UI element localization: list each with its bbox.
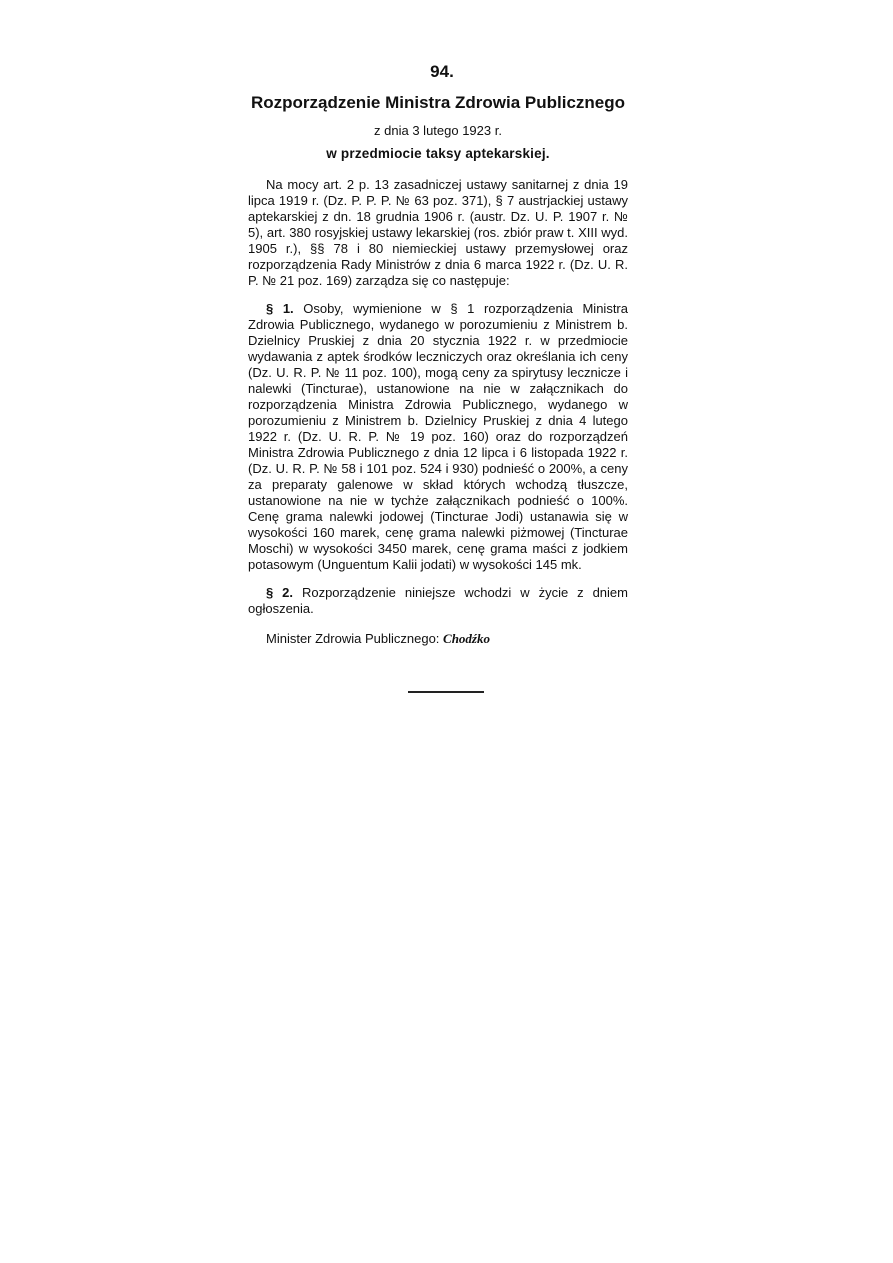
section-2-paragraph [248, 585, 628, 617]
document-page [248, 62, 628, 693]
section-1-paragraph [248, 301, 628, 573]
document-title: Rozporządzenie Ministra Zdrowia Publicznego [250, 93, 626, 112]
section-2-mark: § 2. [266, 585, 294, 600]
document-subject: w przedmiocie taksy aptekarskiej. [326, 146, 550, 161]
signature-label: Minister Zdrowia Publicznego: [266, 631, 440, 646]
signature-line [248, 631, 628, 647]
preamble-paragraph: Na mocy art. 2 p. 13 zasadniczej ustawy sanitarnej z dnia 19 lipca 1919 r. (Dz. P. P. P. № 63 poz. 371), § 7 austrjackiej ustawy aptekarskiej z dn. 18 grudnia 1906 r. (austr. Dz. U. P. 1907 r. № 5), art. 380 rosyjskiej ustawy lekarskiej (ros. zbiór praw t. XIII wyd. 1905 r.), §§ 78 i 80 niemieckiej ustawy przemysłowej oraz rozporządzenia Rady Ministrów z dnia 6 marca 1922 r. (Dz. U. R. P. № 21 poz. 169) zarządza się co następuje: [248, 177, 628, 288]
signature-name: Chodźko [443, 631, 490, 646]
document-date: z dnia 3 lutego 1923 r. [374, 123, 502, 138]
section-2-text: Rozporządzenie niniejsze wchodzi w życie z dniem ogłoszenia. [248, 585, 628, 616]
closing-divider [408, 691, 484, 693]
section-1-text: Osoby, wymienione w § 1 rozporządzenia Ministra Zdrowia Publicznego, wydanego w porozumieniu z Ministrem b. Dzielnicy Pruskiej z dnia 20 stycznia 1922 r. w przedmiocie wydawania z aptek środków leczniczych oraz określania ich ceny (Dz. U. R. P. № 11 poz. 100), mogą ceny za spirytusy lecznicze i nalewki (Tincturae), ustanowione na nie w załącznikach do rozporządzenia Ministra Zdrowia Publicznego, wydanego w porozumieniu z Ministrem b. Dzielnicy Pruskiej z dnia 4 lutego 1922 r. (Dz. U. R. P. № 19 poz. 160) oraz do rozporządzeń Ministra Zdrowia Publicznego z dnia 12 lipca i 6 listopada 1922 r. (Dz. U. R. P. № 58 i 101 poz. 524 i 930) podnieść o 200%, a ceny za preparaty galenowe w skład których wchodzą tłuszcze, ustanowione na nie w tychże załącznikach podnieść o 100%. Cenę grama nalewki jodowej (Tincturae Jodi) ustanawia się w wysokości 160 marek, cenę grama nalewki piżmowej (Tincturae Moschi) w wysokości 3450 marek, cenę grama maści z jodkiem potasowym (Unguentum Kalii jodati) w wysokości 145 mk. [248, 301, 628, 572]
section-1-mark: § 1. [266, 301, 294, 316]
page-number: 94. [430, 62, 454, 81]
